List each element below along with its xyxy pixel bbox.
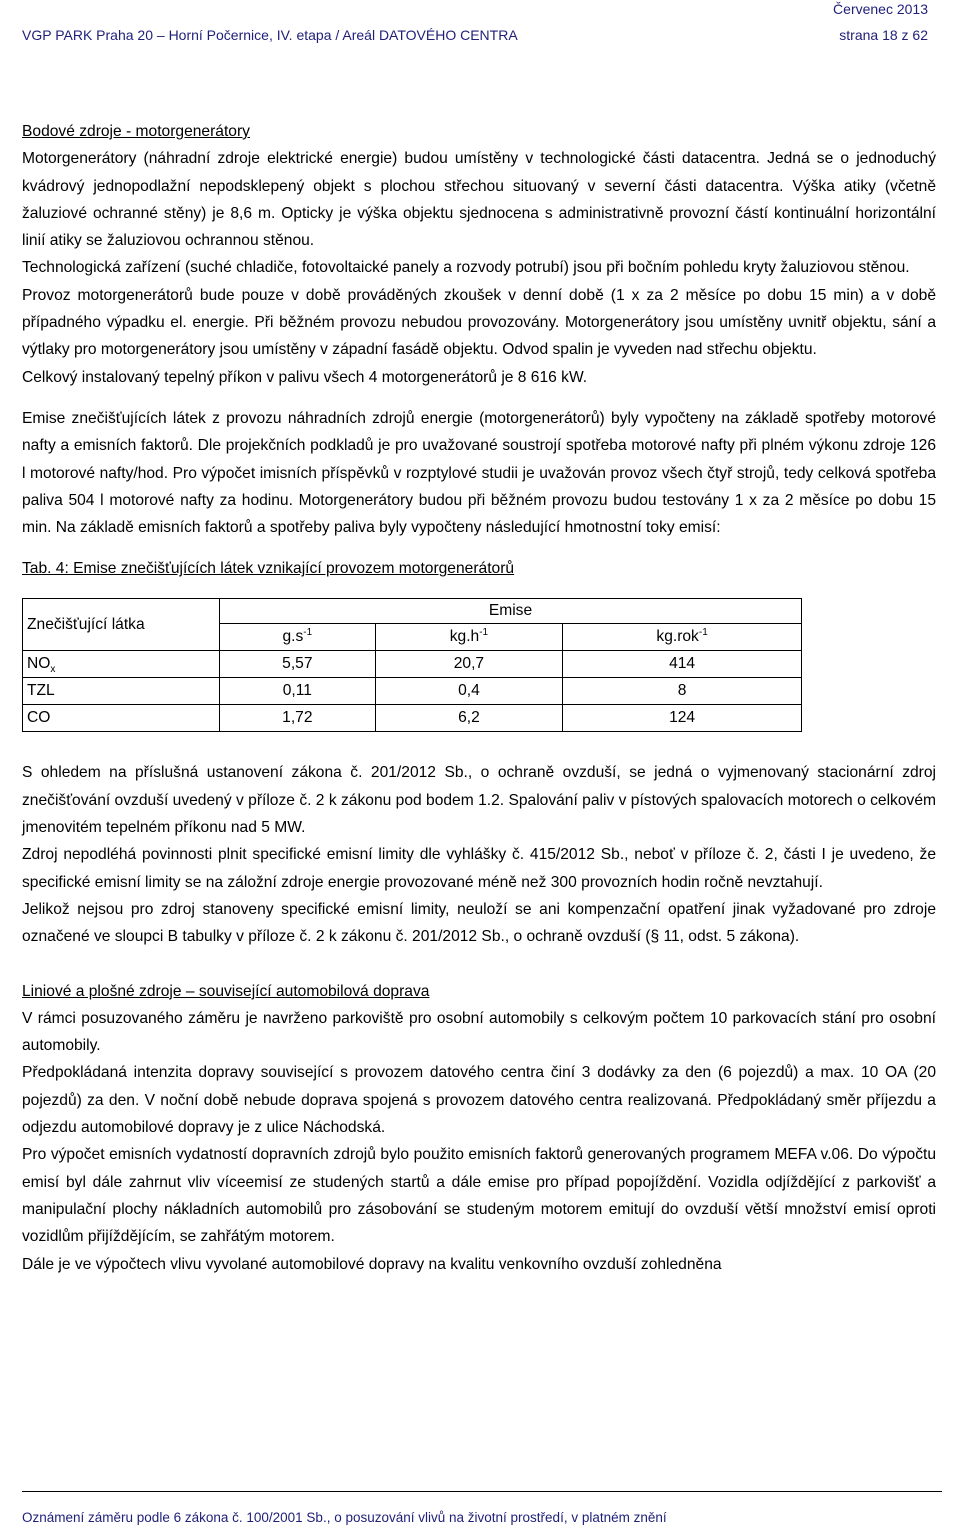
table-row — [23, 678, 802, 705]
unit-kgrok: kg.rok$^{-1}$ — [563, 624, 802, 651]
paragraph: Pro výpočet emisních vydatností dopravních zdrojů bylo použito emisních faktorů generovaných programem MEFA v.06. Do výpočtu emisí byl dále zahrnut vliv víceemisí ze studených startů a dále emise pro případ popojíždění. Vozidla odjíždějící z parkovišť a manipulační plochy nákladních automobilů pro zásobování se studeným motorem emitují do ovzduší větší množství emisí oproti vozidlům přijíždějícím, se zahřátým motorem. — [22, 1146, 936, 1246]
header-date: Červenec 2013 — [833, 1, 928, 17]
pollutant-name: CO — [23, 705, 220, 732]
paragraph: Provoz motorgenerátorů bude pouze v době prováděných zkoušek v denní době (1 x za 2 měsíce po dobu 15 min) a v době případného výpadku el. energie. Při běžném provozu nebudou provozovány. Motorgenerátory jsou umístěny uvnitř objektu, sání a výtlaky pro motorgenerátory jsou umístěny v západní fasádě objektu. Odvod spalin je vyveden nad střechu objektu. — [22, 286, 936, 359]
value-kgrok: 414 — [563, 651, 802, 678]
value-kgrok: 124 — [563, 705, 802, 732]
paragraph: Emise znečišťujících látek z provozu náhradních zdrojů energie (motorgenerátorů) byly vypočteny na základě spotřeby motorové nafty a emisních faktorů. Dle projekčních podkladů je pro uvažované soustrojí spotřeba motorové nafty při plném výkonu zdroje 126 l motorové nafty/hod. Pro výpočet imisních příspěvků v rozptylové studii je uvažován provoz všech čtyř strojů, tedy celková spotřeba paliva 504 l motorové nafty za hodinu. Motorgenerátory budou při běžném provozu budou testovány 1 x za 2 měsíce po dobu 15 min. Na základě emisních faktorů a spotřeby paliva byly vypočteny následující hmotnostní toky emisí: — [22, 409, 936, 537]
header-pollutant: Znečišťující látka — [23, 599, 220, 651]
running-header — [22, 27, 928, 43]
value-gs: 1,72 — [220, 705, 376, 732]
table-caption: Tab. 4: Emise znečišťujících látek vznikající provozem motorgenerátorů — [22, 560, 515, 578]
paragraph: Dále je ve výpočtech vlivu vyvolané automobilové dopravy na kvalitu venkovního ovzduší zohledněna — [22, 1255, 722, 1273]
paragraph: Předpokládaná intenzita dopravy související s provozem datového centra činí 3 dodávky za den (6 pojezdů) a max. 10 OA (20 pojezdů) za den. V noční době nebude doprava spojená s provozem datového centra realizovaná. Předpokládaný směr příjezdu a odjezdu automobilové dopravy je z ulice Náchodská. — [22, 1064, 936, 1137]
section-title-line-sources: Liniové a plošné zdroje – související automobilová doprava — [22, 982, 430, 1000]
document-body — [22, 118, 936, 1278]
pollutant-name: $NO_x$ — [23, 651, 220, 678]
header-project: VGP PARK Praha 20 – Horní Počernice, IV. etapa / Areál DATOVÉHO CENTRA — [22, 27, 518, 43]
value-kgrok: 8 — [563, 678, 802, 705]
emission-table — [22, 598, 802, 732]
paragraph: Technologická zařízení (suché chladiče, fotovoltaické panely a rozvody potrubí) jsou při bočním pohledu kryty žaluziovou stěnou. — [22, 259, 910, 277]
footer-text: Oznámení záměru podle 6 zákona č. 100/2001 Sb., o posuzování vlivů na životní prostředí, v platném znění — [22, 1510, 667, 1525]
value-kgh: 6,2 — [375, 705, 562, 732]
table-row — [23, 705, 802, 732]
paragraph: Motorgenerátory (náhradní zdroje elektrické energie) budou umístěny v technologické části datacentra. Jedná se o jednoduchý kvádrový jednopodlažní nepodsklepený objekt s plochou střechou situovaný v severní části datacentra. Výška atiky (včetně žaluziové ochranné stěny) je 8,6 m. Opticky je výška objektu sjednocena s administrativně provozní částí kontinuální horizontální linií atiky se žaluziovou ochrannou stěnou. — [22, 150, 936, 250]
header-page-number: strana 18 z 62 — [839, 27, 928, 43]
paragraph: S ohledem na příslušná ustanovení zákona č. 201/2012 Sb., o ochraně ovzduší, se jedná o vyjmenovaný stacionární zdroj znečišťování ovzduší uvedený v příloze č. 2 k zákonu pod bodem 1.2. Spalování paliv v pístových spalovacích motorech o celkovém jmenovitém tepelném příkonu nad 5 MW. — [22, 764, 936, 837]
section-title-point-sources: Bodové zdroje - motorgenerátory — [22, 123, 250, 140]
paragraph: Zdroj nepodléhá povinnosti plnit specifické emisní limity dle vyhlášky č. 415/2012 Sb., neboť v příloze č. 2, části I je uvedeno, že specifické emisní limity se na záložní zdroje energie provozované méně než 300 provozních hodin ročně nevztahují. — [22, 846, 936, 891]
value-gs: 5,57 — [220, 651, 376, 678]
unit-gs: $g.s^{-1}$ — [220, 624, 376, 651]
value-kgh: 0,4 — [375, 678, 562, 705]
unit-kgh: $kg.h^{-1}$ — [375, 624, 562, 651]
table-row — [23, 651, 802, 678]
pollutant-name: TZL — [23, 678, 220, 705]
value-kgh: 20,7 — [375, 651, 562, 678]
table-header-row — [23, 599, 802, 624]
page-footer — [22, 1491, 942, 1525]
value-gs: 0,11 — [220, 678, 376, 705]
paragraph: Jelikož nejsou pro zdroj stanoveny specifické emisní limity, neuloží se ani kompenzační opatření jinak vyžadované pro zdroje označené ve sloupci B tabulky v příloze č. 2 k zákonu č. 201/2012 Sb., o ochraně ovzduší (§ 11, odst. 5 zákona). — [22, 900, 936, 946]
paragraph: V rámci posuzovaného záměru je navrženo parkoviště pro osobní automobily s celkovým počtem 10 parkovacích stání pro osobní automobily. — [22, 1009, 936, 1055]
header-emise: Emise — [220, 599, 802, 624]
paragraph: Celkový instalovaný tepelný příkon v palivu všech 4 motorgenerátorů je 8 616 kW. — [22, 368, 588, 386]
